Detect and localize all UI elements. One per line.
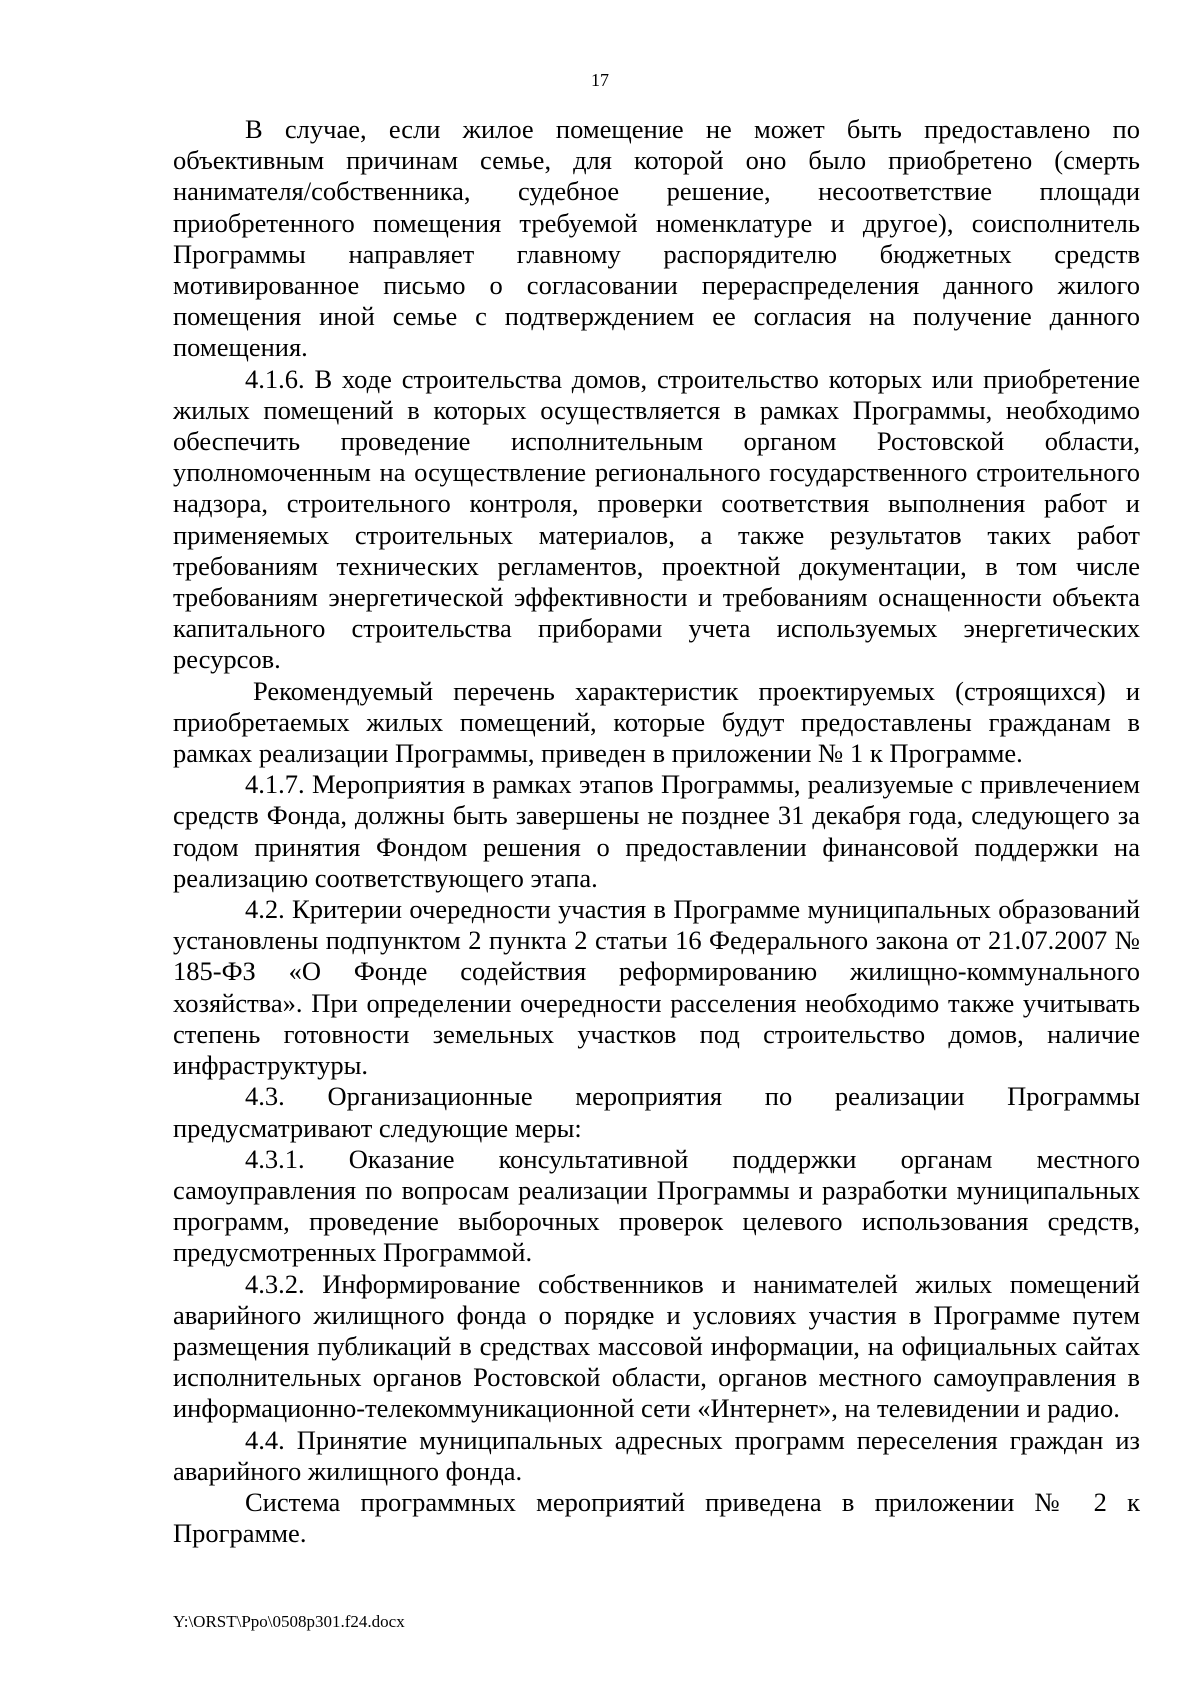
paragraph-4-1-7: 4.1.7. Мероприятия в рамках этапов Программы, реализуемые с привлечением средств Фонда, должны быть завершены не позднее 31 декабря года, следующего за годом принятия Фондом решения о предоставлении финансовой поддержки на реализацию соответствующего этапа. (173, 769, 1140, 893)
page-number: 17 (591, 70, 609, 90)
paragraph-4-3: 4.3. Организационные мероприятия по реализации Программы предусматривают следующие меры: (173, 1081, 1140, 1143)
footer-file-path: Y:\ORST\Ppo\0508p301.f24.docx (173, 1612, 405, 1631)
paragraph-recommended-list: Рекомендуемый перечень характеристик проектируемых (строящихся) и приобретаемых жилых помещений, которые будут предоставлены гражданам в рамках реализации Программы, приведен в приложении № 1 к Программе. (173, 675, 1140, 769)
paragraph-4-4: 4.4. Принятие муниципальных адресных программ переселения граждан из аварийного жилищного фонда. (173, 1424, 1140, 1486)
paragraph-housing-reallocation: В случае, если жилое помещение не может быть предоставлено по объективным причинам семье, для которой оно было приобретено (смерть нанимателя/собственника, судебное решение, несоответствие площади приобретенного помещения требуемой номенклатуре и другое), соисполнитель Программы направляет главному распорядителю бюджетных средств мотивированное письмо о согласовании перераспределения данного жилого помещения иной семье с подтверждением ее согласия на получение данного помещения. (173, 114, 1140, 363)
paragraph-4-1-6: 4.1.6. В ходе строительства домов, строительство которых или приобретение жилых помещений в которых осуществляется в рамках Программы, необходимо обеспечить проведение исполнительным органом Ростовской области, уполномоченным на осуществление регионального государственного строительного надзора, строительного контроля, проверки соответствия выполнения работ и применяемых строительных материалов, а также результатов таких работ требованиям технических регламентов, проектной документации, в том числе требованиям энергетической эффективности и требованиям оснащенности объекта капитального строительства приборами учета используемых энергетических ресурсов. (173, 363, 1140, 675)
paragraph-4-2: 4.2. Критерии очередности участия в Программе муниципальных образований установлены подпунктом 2 пункта 2 статьи 16 Федерального закона от 21.07.2007 № 185-ФЗ «О Фонде содействия реформированию жилищно-коммунального хозяйства». При определении очередности расселения необходимо также учитывать степень готовности земельных участков под строительство домов, наличие инфраструктуры. (173, 894, 1140, 1081)
paragraph-system-of-measures: Система программных мероприятий приведена в приложении № 2 к Программе. (173, 1486, 1140, 1549)
paragraph-4-3-1: 4.3.1. Оказание консультативной поддержки органам местного самоуправления по вопросам реализации Программы и разработки муниципальных программ, проведение выборочных проверок целевого использования средств, предусмотренных Программой. (173, 1143, 1140, 1268)
document-body (173, 114, 1140, 1549)
paragraph-4-3-2: 4.3.2. Информирование собственников и нанимателей жилых помещений аварийного жилищного фонда о порядке и условиях участия в Программе путем размещения публикаций в средствах массовой информации, на официальных сайтах исполнительных органов Ростовской области, органов местного самоуправления в информационно-телекоммуникационной сети «Интернет», на телевидении и радио. (173, 1268, 1140, 1424)
